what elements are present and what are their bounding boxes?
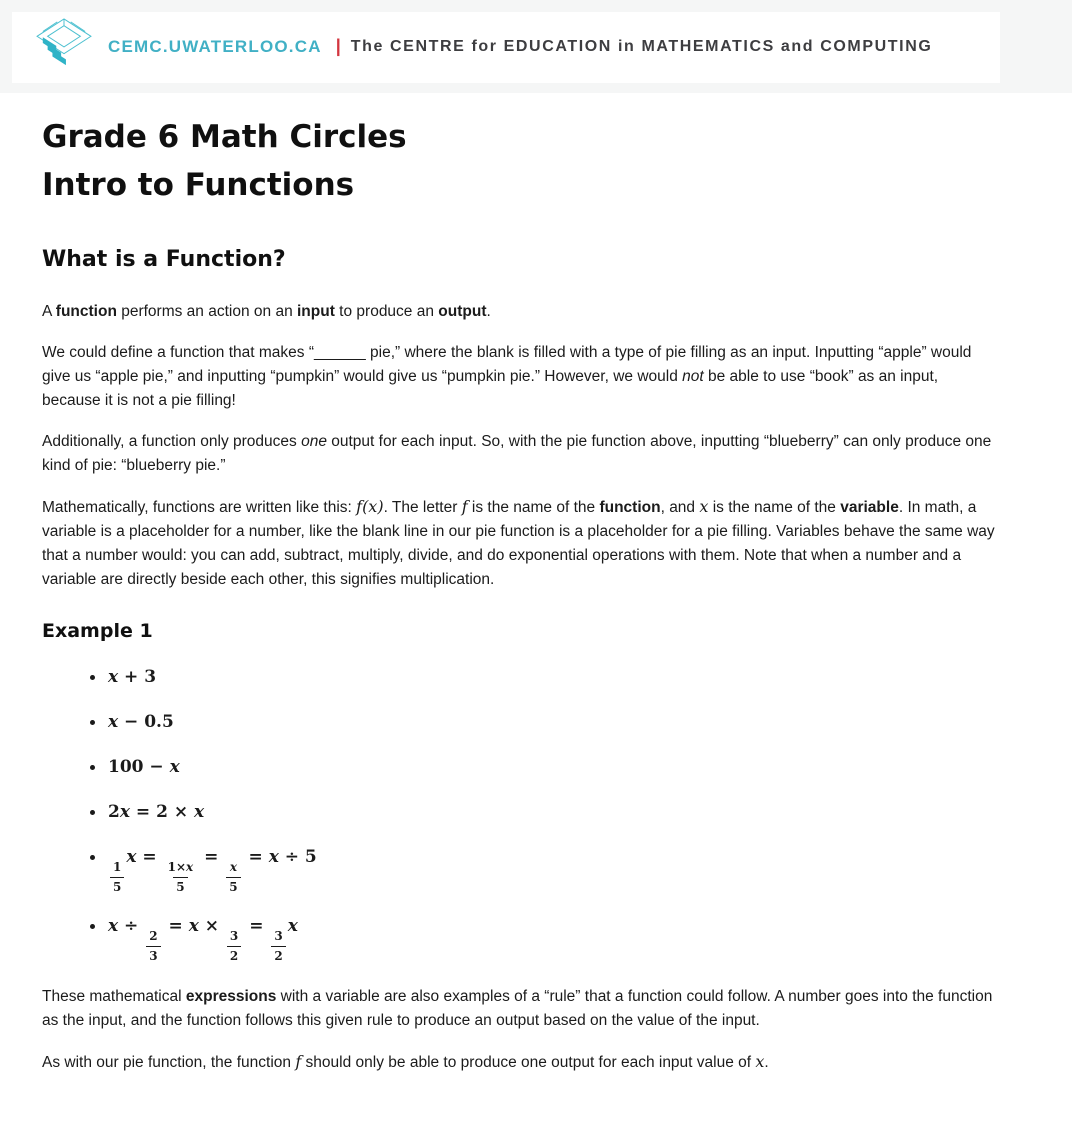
example-1-expression-list: [42, 664, 1000, 965]
paragraph: We could define a function that makes “______ pie,” where the blank is filled with a type of pie filling as an input. Inputting “apple” would give us “apple pie,” and inputting “pumpkin” would give us “pumpkin pie.” However, we would not be able to use “book” as an input, because it is not a pie filling!: [42, 344, 972, 409]
example-1-heading: Example 1: [42, 620, 153, 642]
paragraph: As with our pie function, the function f should only be able to produce one output for each input value of x.: [42, 1051, 769, 1071]
fraction: $\frac{1\times x}{5}$: [167, 859, 194, 894]
doc-title-line-2: Intro to Functions: [42, 167, 355, 203]
fraction: $\frac{3}{2}$: [227, 928, 241, 965]
header-separator: |: [335, 36, 341, 56]
math-expression-item: x ÷ $\frac{2}{3}$ = x × $\frac{3}{2}$ = $\frac{3}{2}$ x: [108, 913, 1000, 964]
paragraph: These mathematical expressions with a variable are also examples of a “rule” that a function could follow. A number goes into the function as the input, and the function follows this given rule to produce an output based on the value of the input.: [42, 987, 993, 1029]
header-band: [0, 0, 1072, 93]
math-expression-item: 100 − x: [108, 754, 1000, 781]
section-heading-what-is-a-function: What is a Function?: [42, 247, 286, 272]
header-banner: [12, 12, 1000, 83]
fraction: $\frac{2}{3}$: [146, 928, 160, 965]
paragraph: Mathematically, functions are written like this: f(x). The letter f is the name of the function, and x is the name of the variable. In math, a variable is a placeholder for a number, like the blank line in our pie function is a placeholder for a pie filling. Variables behave the same way that a number would: you can add, subtract, multiply, divide, and do exponential operations with them. Note that when a number and a variable are directly beside each other, this signifies multiplication.: [42, 497, 995, 588]
document-content: [0, 93, 1040, 1122]
fraction: $\frac{1}{5}$: [110, 859, 124, 896]
math-expression-item: 2x = 2 × x: [108, 799, 1000, 826]
fraction: $\frac{3}{2}$: [271, 928, 285, 965]
math-expression-item: x − 0.5: [108, 709, 1000, 736]
doc-title-line-1: Grade 6 Math Circles: [42, 119, 407, 155]
cemc-logo-icon: [36, 18, 92, 75]
intro-paragraphs: [42, 300, 1000, 592]
paragraph: A function performs an action on an input to produce an output.: [42, 303, 491, 320]
math-expression-item: $\frac{1}{5}$ x = $\frac{1\times x}{5}$ = $\frac{x}{5}$ = x ÷ 5: [108, 844, 1000, 895]
fraction: $\frac{x}{5}$: [226, 859, 240, 896]
org-name: The CENTRE for EDUCATION in MATHEMATICS and COMPUTING: [350, 37, 933, 55]
site-url-link[interactable]: CEMC.UWATERLOO.CA: [108, 36, 322, 56]
paragraph: Additionally, a function only produces one output for each input. So, with the pie function above, inputting “blueberry” can only produce one kind of pie: “blueberry pie.”: [42, 433, 992, 474]
math-expression-item: x + 3: [108, 664, 1000, 691]
